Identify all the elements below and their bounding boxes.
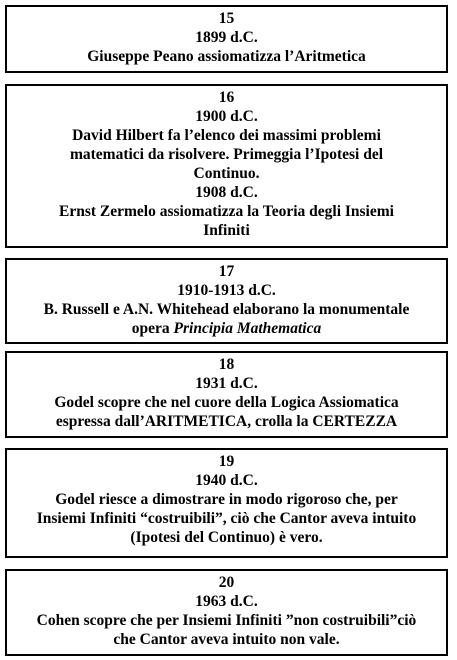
timeline-entry-18 [5,351,448,438]
entry-date: 1963 d.C. [195,593,258,610]
entry-text-line: Infiniti [203,222,250,239]
timeline-entry-17 [5,258,448,344]
entry-text-line: Cohen scopre che per Insiemi Infiniti ”non costruibili”ciò [36,612,417,629]
entry-date: 1910-1913 d.C. [177,282,276,299]
timeline-entry-16 [5,84,448,248]
entry-text-line: matematici da risolvere. Primeggia l’Ipotesi del [69,146,384,163]
timeline-entry-15 [5,5,448,73]
entry-text-line: Godel riesce a dimostrare in modo rigoroso che, per [55,491,398,508]
entry-number: 17 [218,263,235,280]
entry-number: 19 [218,453,235,470]
entry-text-line: (Ipotesi del Continuo) è vero. [130,529,323,546]
entry-text-line: che Cantor aveva intuito non vale. [113,631,340,648]
entry-text-line: Ernst Zermelo assiomatizza la Teoria degli Insiemi [59,203,394,220]
entry-number: 15 [218,10,235,27]
entry-text: Giuseppe Peano assiomatizza l’Aritmetica [87,48,366,65]
entry-date: 1899 d.C. [195,29,258,46]
entry-date: 1908 d.C. [195,184,258,201]
entry-text-prefix: opera [131,320,174,337]
entry-text-line: espressa dall’ARITMETICA, crolla la CERTEZZA [55,413,398,430]
timeline-entry-19 [5,448,448,558]
entry-text-line: B. Russell e A.N. Whitehead elaborano la monumentale [43,301,410,318]
entry-number: 20 [218,574,235,591]
entry-date: 1900 d.C. [195,108,258,125]
entry-text-line: Insiemi Infiniti “costruibili”, ciò che Cantor aveva intuito [36,510,417,527]
entry-text-line: Continuo. [193,165,260,182]
entry-text-line: David Hilbert fa l’elenco dei massimi problemi [72,127,381,144]
entry-number: 16 [218,89,235,106]
entry-date: 1931 d.C. [195,375,258,392]
entry-date: 1940 d.C. [195,472,258,489]
entry-number: 18 [218,356,235,373]
timeline-entry-20 [5,569,448,656]
book-title: Principia Mathematica [173,320,322,337]
entry-text-line [7,319,446,338]
entry-text-line: Godel scopre che nel cuore della Logica Assiomatica [54,394,399,411]
